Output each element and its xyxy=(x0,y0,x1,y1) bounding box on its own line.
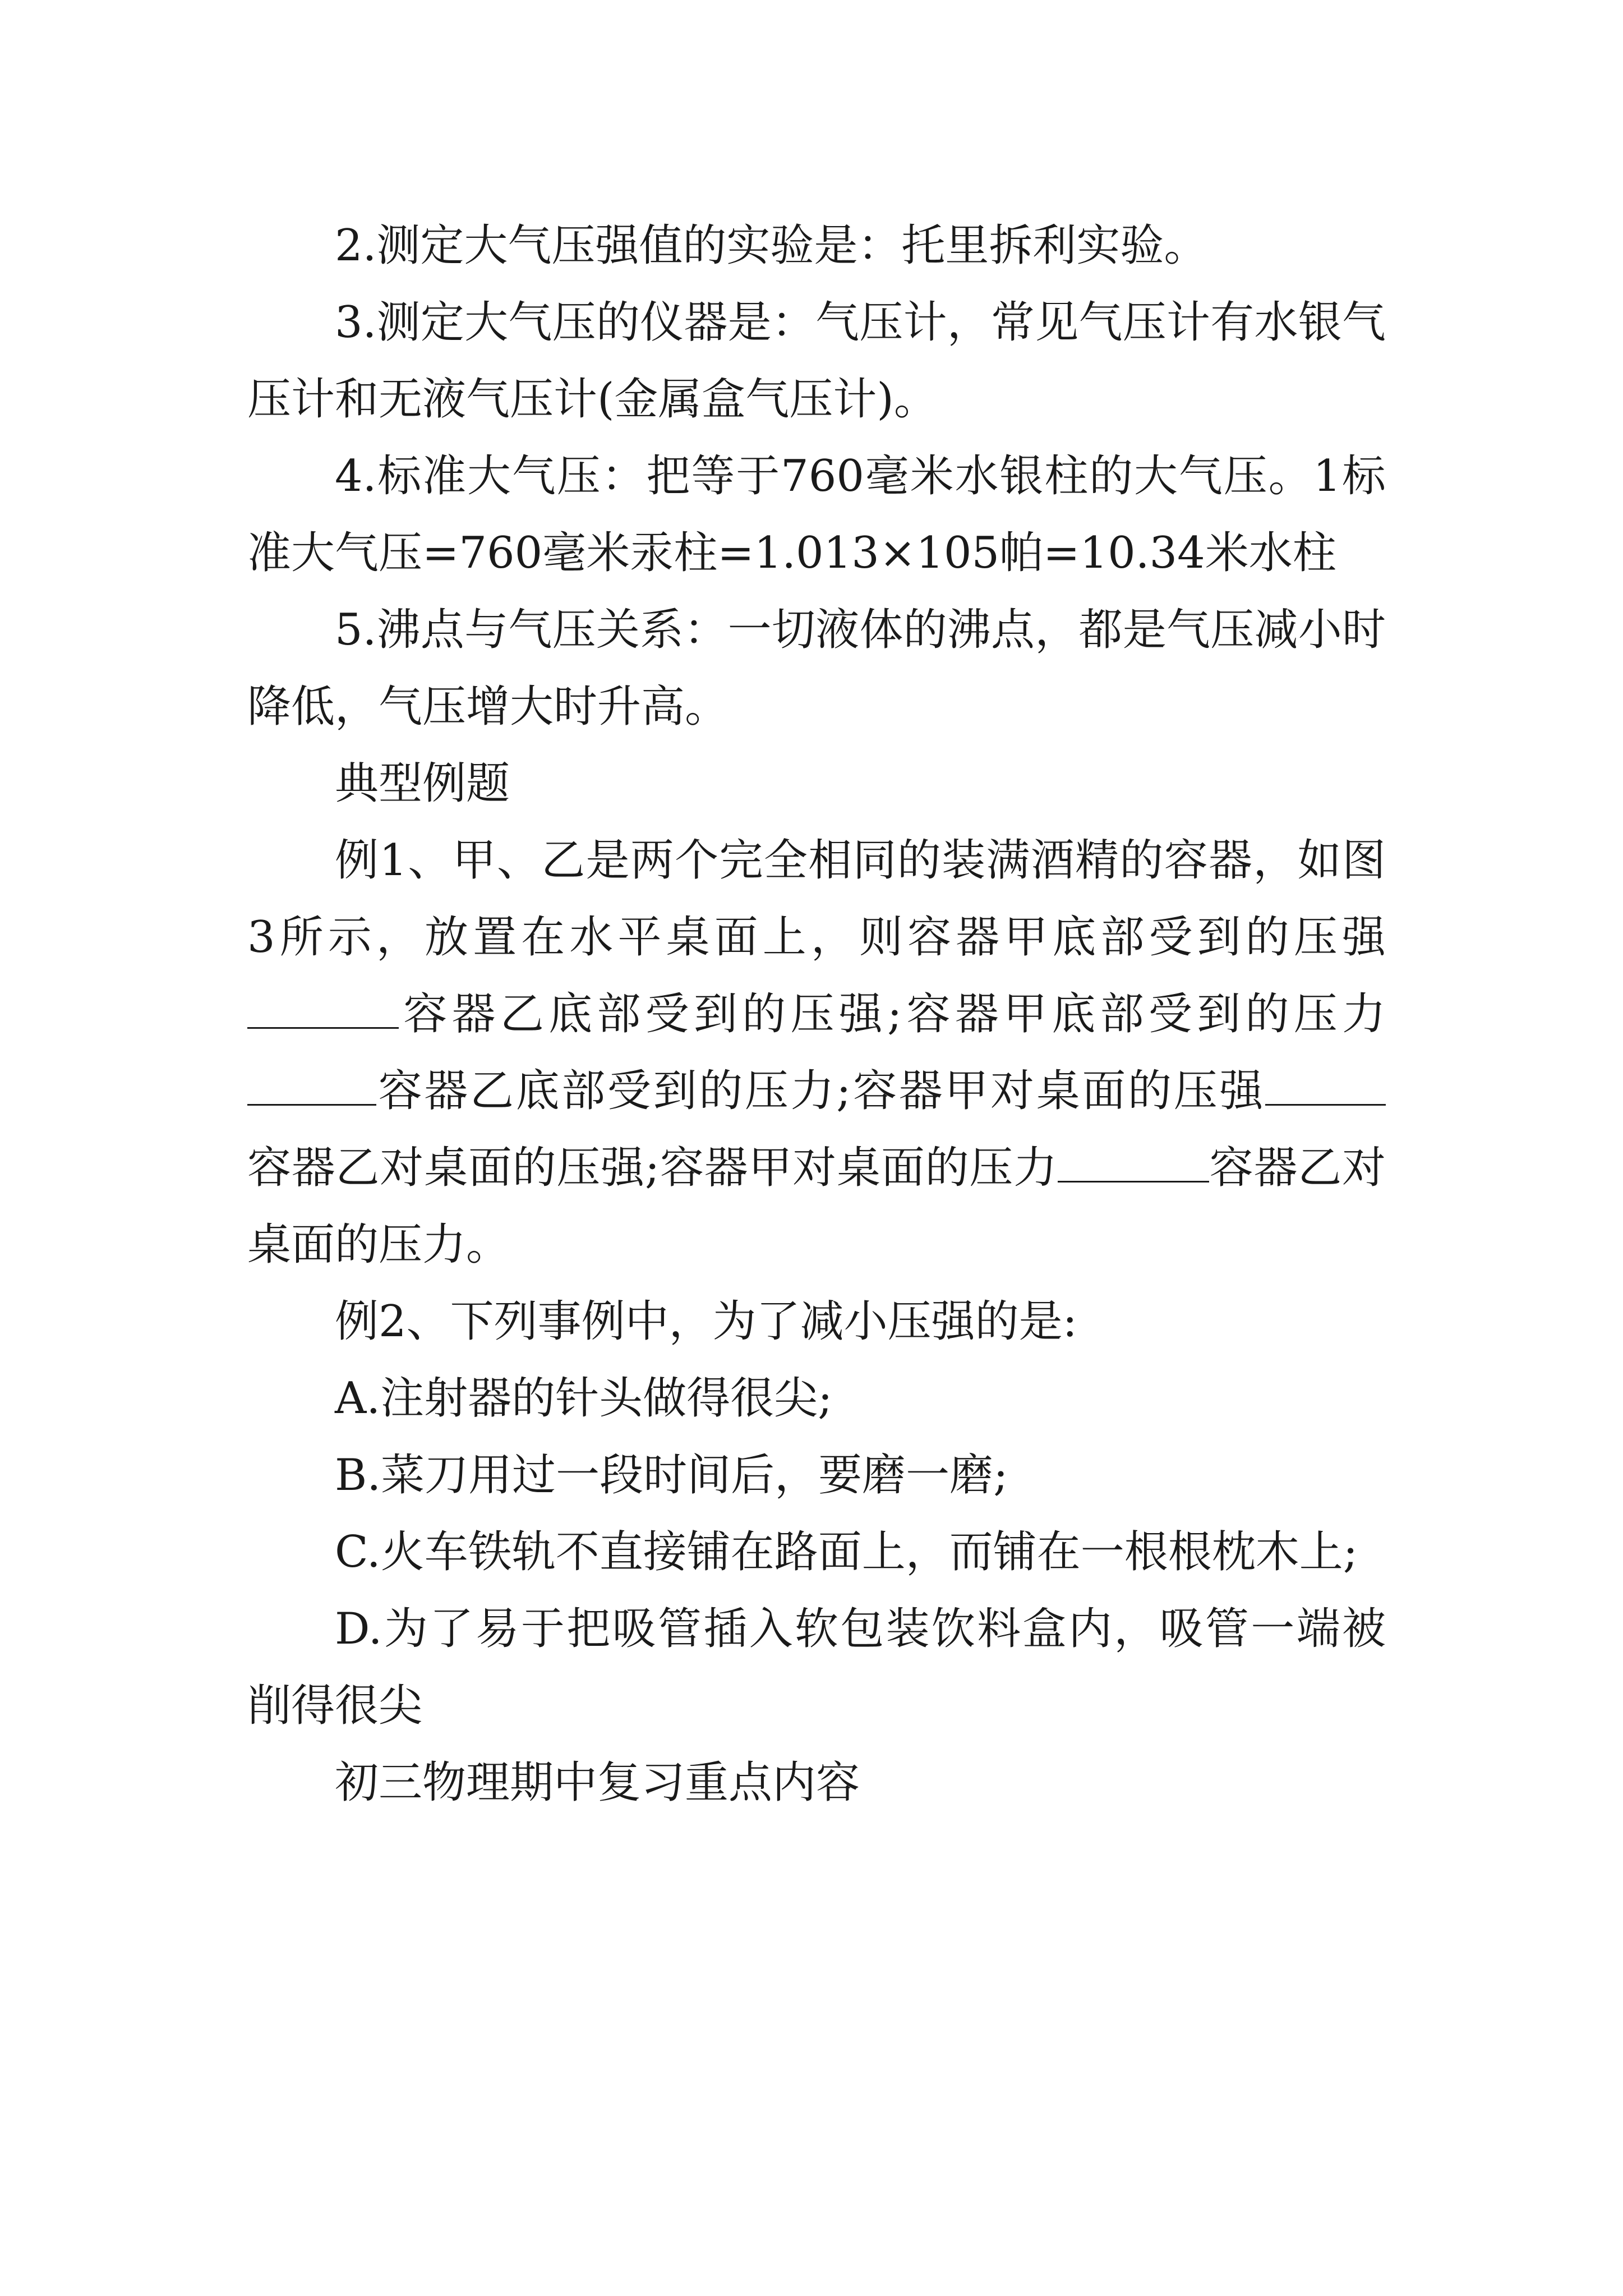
example-1-text-5: 容器乙对桌面的压力。 xyxy=(247,1143,1386,1270)
paragraph-example-1 xyxy=(247,822,1386,1283)
answer-blank-3[interactable] xyxy=(1265,1065,1386,1106)
example-1-text-3: 容器乙底部受到的压力;容器甲对桌面的压强 xyxy=(376,1066,1265,1116)
option-b: B.菜刀用过一段时间后，要磨一磨; xyxy=(335,1450,1008,1501)
paragraph-boiling-point: 5.沸点与气压关系：一切液体的沸点，都是气压减小时降低，气压增大时升高。 xyxy=(247,605,1386,732)
option-c: C.火车铁轨不直接铺在路面上，而铺在一根根枕木上; xyxy=(335,1527,1358,1577)
document-page xyxy=(247,208,1386,1821)
paragraph-standard-atmosphere: 4.标准大气压：把等于760毫米水银柱的大气压。1标准大气压=760毫米汞柱=1.013×105帕=10.34米水柱 xyxy=(247,451,1386,578)
section-heading-examples: 典型例题 xyxy=(335,758,510,809)
paragraph-barometer-experiment: 2.测定大气压强值的实验是：托里拆利实验。 xyxy=(335,220,1208,271)
answer-blank-4[interactable] xyxy=(1058,1142,1209,1182)
answer-blank-2[interactable] xyxy=(247,1065,376,1106)
option-a: A.注射器的针头做得很尖; xyxy=(335,1373,833,1424)
paragraph-example-2: 例2、下列事例中，为了减小压强的是: xyxy=(335,1296,1077,1347)
example-1-text-1: 例1、甲、乙是两个完全相同的装满酒精的容器，如图3所示，放置在水平桌面上，则容器甲底部受到的压强 xyxy=(247,835,1386,963)
example-1-text-4: 容器乙对桌面的压强;容器甲对桌面的压力 xyxy=(247,1143,1058,1193)
closing-title: 初三物理期中复习重点内容 xyxy=(335,1757,860,1808)
example-1-text-2: 容器乙底部受到的压强;容器甲底部受到的压力 xyxy=(399,989,1386,1039)
paragraph-barometer-instrument: 3.测定大气压的仪器是：气压计，常见气压计有水银气压计和无液气压计(金属盒气压计)。 xyxy=(247,297,1386,425)
answer-blank-1[interactable] xyxy=(247,988,399,1029)
option-d: D.为了易于把吸管插入软包装饮料盒内，吸管一端被削得很尖 xyxy=(247,1604,1386,1731)
